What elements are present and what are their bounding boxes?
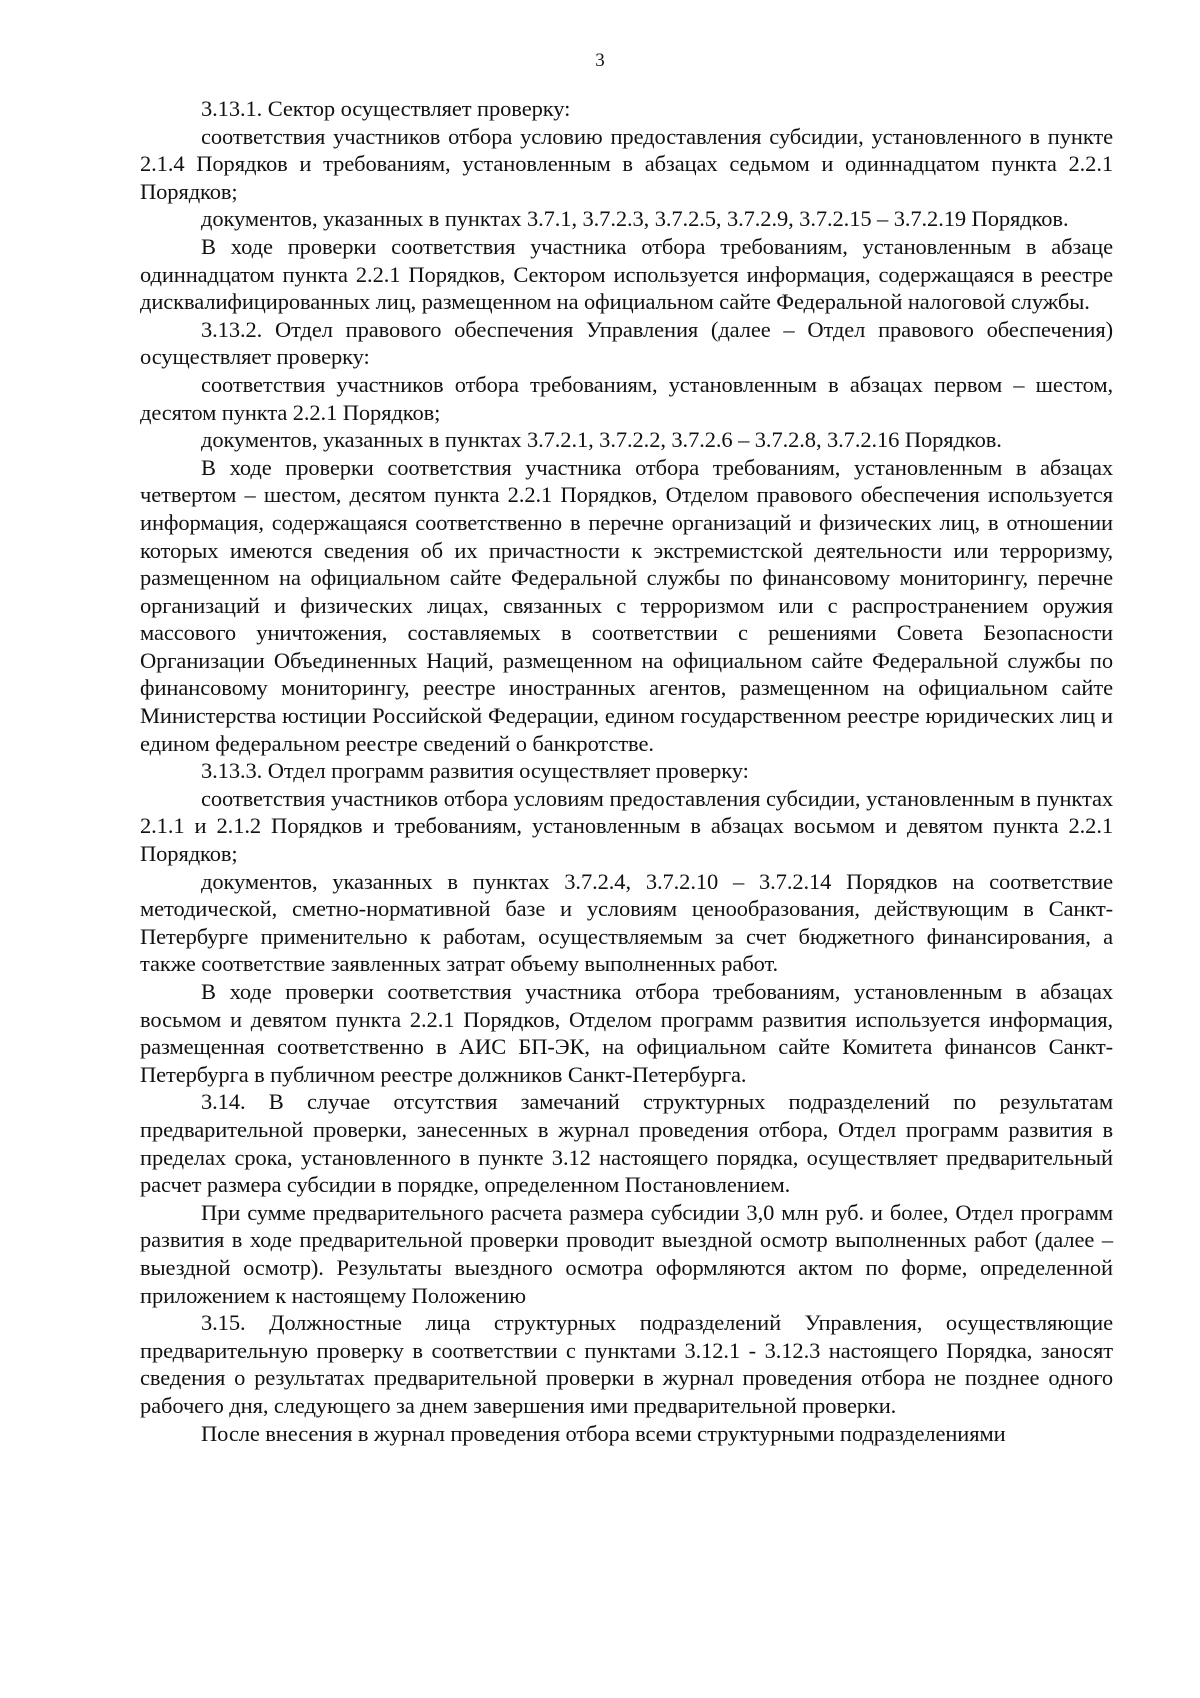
paragraph: документов, указанных в пунктах 3.7.1, 3.7.2.3, 3.7.2.5, 3.7.2.9, 3.7.2.15 – 3.7.2.19 Порядков. [201,206,1069,232]
paragraph: При сумме предварительного расчета размера субсидии 3,0 млн руб. и более, Отдел программ развития в ходе предварительной проверки проводит выездной осмотр выполненных работ (далее – выездной осмотр). Результаты выездного осмотра оформляются актом по форме, определенной приложением к настоящему Положению [140,1199,1113,1308]
paragraph: соответствия участников отбора условиям предоставления субсидии, установленным в пунктах 2.1.1 и 2.1.2 Порядков и требованиям, установленным в абзацах восьмом и девятом пункта 2.2.1 Порядков; [140,785,1113,867]
paragraph: 3.13.2. Отдел правового обеспечения Управления (далее – Отдел правового обеспечения) осуществляет проверку: [140,316,1113,370]
paragraph: В ходе проверки соответствия участника отбора требованиям, установленным в абзацах восьмом и девятом пункта 2.2.1 Порядков, Отделом программ развития используется информация, размещенная соответственно в АИС БП-ЭК, на официальном сайте Комитета финансов Санкт-Петербурга в публичном реестре должников Санкт-Петербурга. [140,979,1113,1087]
paragraph: 3.13.1. Сектор осуществляет проверку: [201,96,571,121]
document-body [140,95,1113,1447]
page-number: 3 [595,50,605,71]
paragraph: соответствия участников отбора требованиям, установленным в абзацах первом – шестом, десятом пункта 2.2.1 Порядков; [140,371,1113,425]
paragraph: После внесения в журнал проведения отбора всеми структурными подразделениями [201,1420,1006,1446]
paragraph: соответствия участников отбора условию предоставления субсидии, установленного в пункте 2.1.4 Порядков и требованиям, установленным в абзацах седьмом и одиннадцатом пункта 2.2.1 Порядков; [140,123,1113,204]
paragraph: 3.14. В случае отсутствия замечаний структурных подразделений по результатам предварительной проверки, занесенных в журнал проведения отбора, Отдел программ развития в пределах срока, установленного в пункте 3.12 настоящего порядка, осуществляет предварительный расчет размера субсидии в порядке, определенном Постановлением. [140,1089,1113,1198]
paragraph: документов, указанных в пунктах 3.7.2.1, 3.7.2.2, 3.7.2.6 – 3.7.2.8, 3.7.2.16 Порядков. [201,427,1002,453]
paragraph: В ходе проверки соответствия участника отбора требованиям, установленным в абзаце одиннадцатом пункта 2.2.1 Порядков, Сектором используется информация, содержащаяся в реестре дисквалифицированных лиц, размещенном на официальном сайте Федеральной налоговой службы. [140,233,1113,315]
paragraph: В ходе проверки соответствия участника отбора требованиям, установленным в абзацах четвертом – шестом, десятом пункта 2.2.1 Порядков, Отделом правового обеспечения используется информация, содержащаяся соответственно в перечне организаций и физических лиц, в отношении которых имеются сведения об их причастности к экстремистской деятельности или терроризму, размещенном на официальном сайте Федеральной службы по финансовому мониторингу, перечне организаций и физических лицах, связанных с терроризмом или с распространением оружия массового уничтожения, составляемых в соответствии с решениями Совета Безопасности Организации Объединенных Наций, размещенном на официальном сайте Федеральной службы по финансовому мониторингу, реестре иностранных агентов, размещенном на официальном сайте Министерства юстиции Российской Федерации, едином государственном реестре юридических лиц и едином федеральном реестре сведений о банкротстве. [140,454,1113,756]
paragraph: 3.13.3. Отдел программ развития осуществляет проверку: [201,758,749,784]
paragraph: документов, указанных в пунктах 3.7.2.4, 3.7.2.10 – 3.7.2.14 Порядков на соответствие методической, сметно-нормативной базе и условиям ценообразования, действующим в Санкт-Петербурге применительно к работам, осуществляемым за счет бюджетного финансирования, а также соответствие заявленных затрат объему выполненных работ. [140,868,1113,977]
paragraph: 3.15. Должностные лица структурных подразделений Управления, осуществляющие предварительную проверку в соответствии с пунктами 3.12.1 - 3.12.3 настоящего Порядка, заносят сведения о результатах предварительной проверки в журнал проведения отбора не позднее одного рабочего дня, следующего за днем завершения ими предварительной проверки. [140,1310,1113,1418]
